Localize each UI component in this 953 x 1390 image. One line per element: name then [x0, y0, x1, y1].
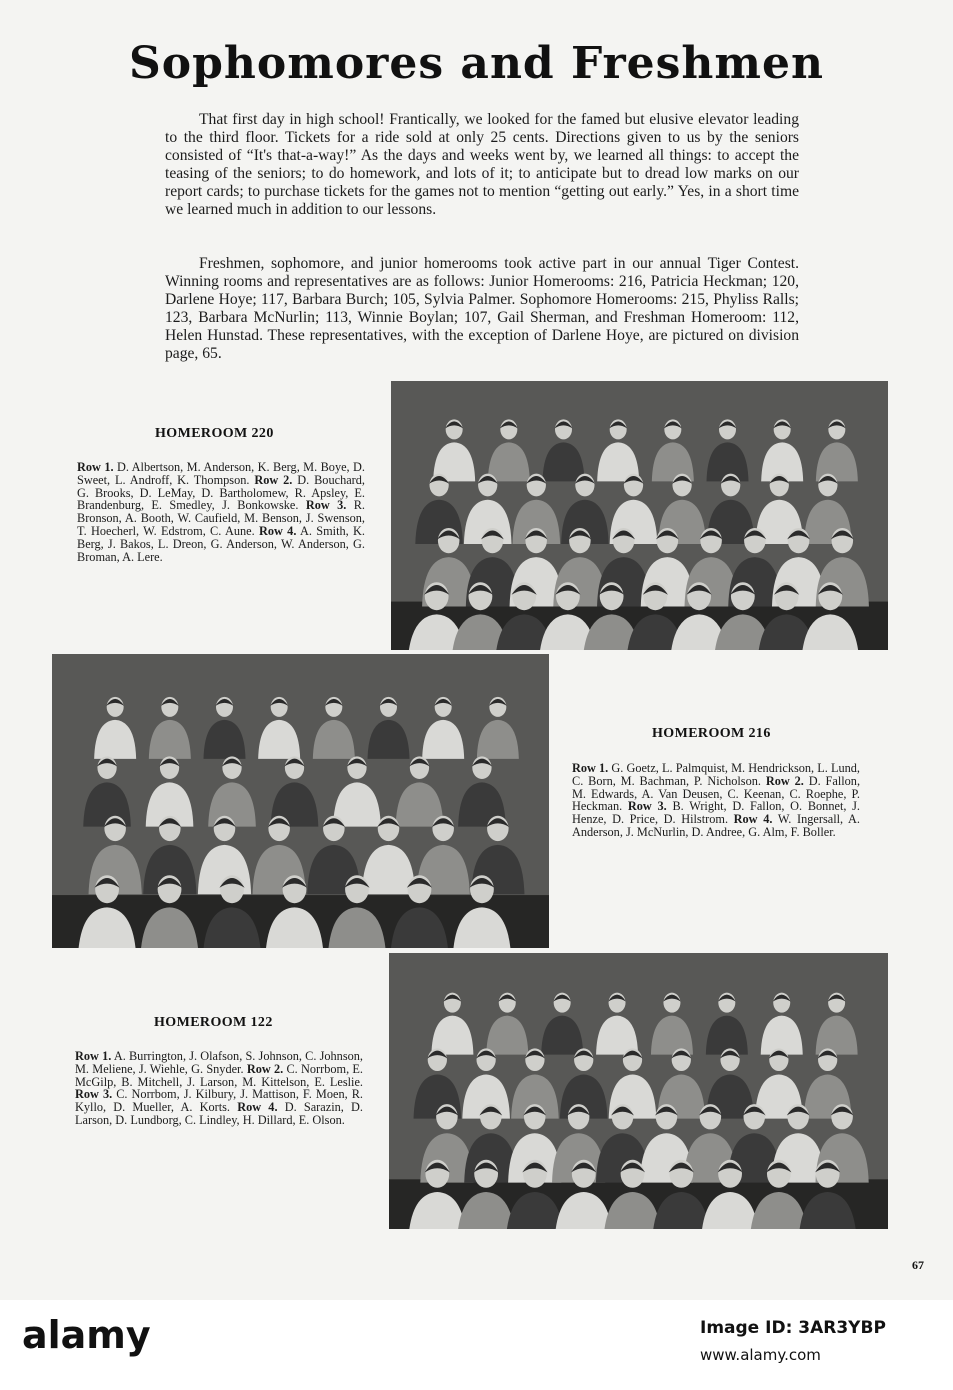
row-label: Row 4.: [237, 1100, 278, 1115]
homeroom-216-heading: HOMEROOM 216: [652, 726, 771, 741]
watermark-logo: alamy: [22, 1313, 151, 1357]
page-number: 67: [912, 1258, 924, 1272]
row-label: Row 2.: [246, 1061, 284, 1076]
row-names: A. Smith, K. Berg, J. Bakos, L. Dreon, G. Anderson, W. Anderson, G. Broman, A. Lere.: [77, 523, 365, 564]
row-label: Row 2.: [765, 773, 804, 788]
row-names: D. Sarazin, D. Larson, D. Lundborg, C. Lindley, H. Dillard, E. Olson.: [75, 1100, 363, 1127]
row-label: Row 2.: [254, 472, 293, 487]
homeroom-122-photo: [389, 953, 888, 1229]
row-names: D. Fallon, M. Edwards, A. Van Deusen, C. Keenan, C. Roephe, P. Heckman.: [572, 773, 861, 814]
homeroom-216-roster: [572, 762, 860, 839]
row-names: C. Norrbom, E. McGilp, B. Mitchell, J. Larson, M. Kittelson, E. Leslie.: [75, 1061, 364, 1089]
row-names: B. Wright, D. Fallon, O. Bonnet, J. Henze, D. Price, D. Hilstrom.: [572, 799, 860, 827]
intro-paragraph-2: Freshmen, sophomore, and junior homerooms took active part in our annual Tiger Contest. Winning rooms and representatives are as follows: Junior Homerooms: 216, Patricia Heckman; 120, Darlene Hoye; 117, Barbara Burch; 105, Sylvia Palmer. Sophomore Homerooms: 215, Phyliss Ralls; 123, Barbara McNurlin; 113, Winnie Boylan; 107, Gail Sherman, and Freshman Homeroom: 112, Helen Hunstad. These representatives, with the exception of Darlene Hoye, are pictured on division page, 65.: [165, 255, 799, 362]
row-label: Row 4.: [733, 812, 773, 827]
row-label: Row 3.: [75, 1087, 113, 1102]
row-names: D. Bouchard, G. Brooks, D. LeMay, D. Bartholomew, R. Apsley, E. Brandenburg, E. Smedley, J. Bonkowske.: [77, 472, 365, 513]
row-names: D. Albertson, M. Anderson, K. Berg, M. Boye, D. Sweet, L. Androff, K. Thompson.: [77, 460, 365, 487]
row-label: Row 3.: [305, 498, 347, 513]
row-label: Row 1.: [75, 1049, 112, 1063]
homeroom-220-photo: [391, 381, 888, 650]
group-photo-icon: [52, 654, 549, 948]
row-label: Row 4.: [258, 523, 297, 538]
intro-paragraph-1: That first day in high school! Frantically, we looked for the famed but elusive elevator leading to the third floor. Tickets for a ride sold at only 25 cents. Directions given to us by the seniors consisted of “It's that-a-way!” As the days and weeks went by, we learned all things: to accept the teasing of the seniors; to do homework, and lots of it; to anticipate but to dread low marks on our report cards; to purchase tickets for the games not to mention “getting out early.” Yes, in a short time we learned much in addition to our lessons.: [165, 111, 799, 218]
homeroom-220-heading: HOMEROOM 220: [155, 426, 274, 441]
watermark-image-id: Image ID: 3AR3YBP: [700, 1318, 886, 1338]
page-title: Sophomores and Freshmen: [129, 38, 824, 89]
group-photo-icon: [391, 381, 888, 650]
watermark-url: www.alamy.com: [700, 1346, 821, 1364]
row-label: Row 3.: [627, 799, 667, 814]
row-names: W. Ingersall, A. Anderson, J. McNurlin, D. Andree, G. Alm, F. Boller.: [572, 812, 860, 839]
homeroom-122-roster: [75, 1050, 363, 1127]
row-names: G. Goetz, L. Palmquist, M. Hendrickson, L. Lund, C. Born, M. Bachman, P. Nicholson.: [572, 761, 860, 788]
row-label: Row 1.: [77, 460, 114, 474]
group-photo-icon: [389, 953, 888, 1229]
homeroom-220-roster: [77, 461, 365, 563]
homeroom-122-heading: HOMEROOM 122: [154, 1015, 273, 1030]
row-label: Row 1.: [572, 761, 609, 775]
row-names: A. Burrington, J. Olafson, S. Johnson, C. Johnson, M. Meliene, J. Wiehle, G. Snyder.: [75, 1049, 363, 1076]
homeroom-216-photo: [52, 654, 549, 948]
row-names: R. Bronson, A. Booth, W. Caufield, M. Benson, J. Swenson, T. Hoecherl, W. Edstrom, C. Aune.: [77, 498, 365, 538]
row-names: C. Norrbom, J. Kilbury, J. Mattison, F. Moen, R. Kyllo, D. Mueller, A. Korts.: [75, 1087, 363, 1115]
